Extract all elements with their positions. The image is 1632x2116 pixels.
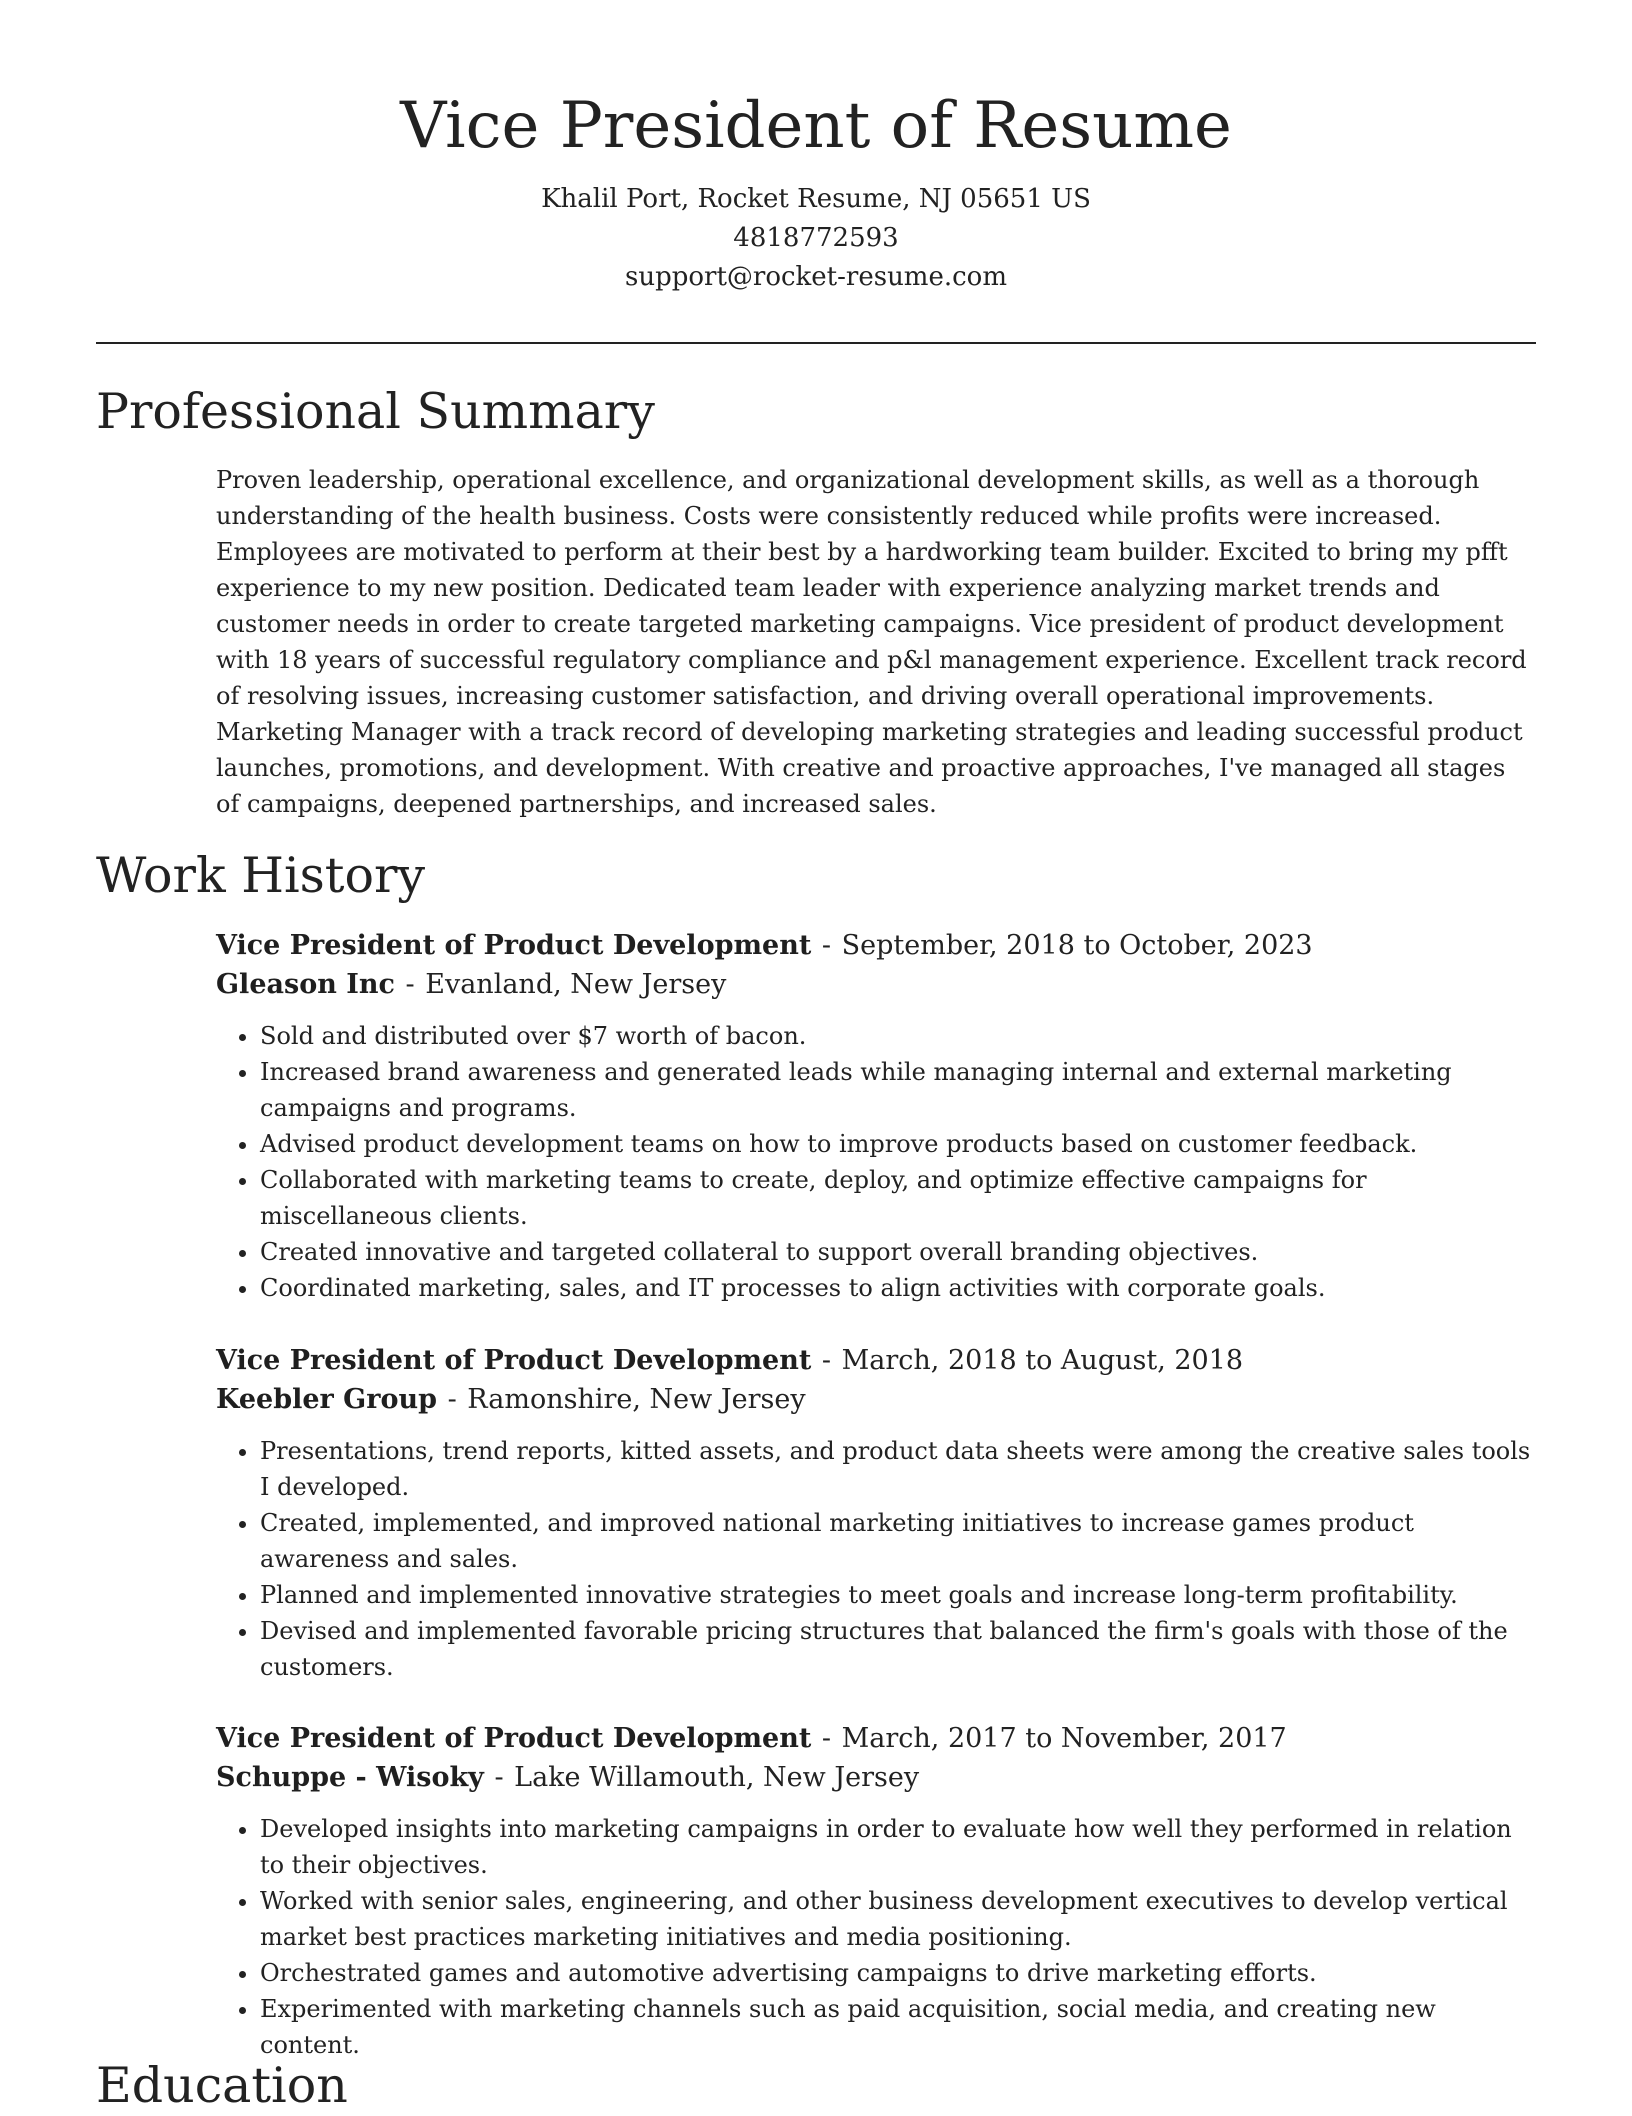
- job-entry-1: [216, 926, 1536, 1306]
- job-title-line: [216, 1719, 1536, 1758]
- separator: -: [494, 1762, 504, 1793]
- job-company-line: [216, 1758, 1536, 1797]
- job-bullet: • Created innovative and targeted collateral to support overall branding objectives.: [260, 1234, 1536, 1270]
- separator: -: [821, 930, 832, 961]
- contact-phone: 4818772593: [733, 223, 899, 253]
- work-history-heading: Work History: [96, 847, 426, 904]
- separator: -: [821, 1723, 832, 1754]
- job-company-line: [216, 965, 1536, 1004]
- job-bullet: • Devised and implemented favorable pricing structures that balanced the firm's goals with those of the customers.: [260, 1613, 1536, 1685]
- job-bullet: • Orchestrated games and automotive advertising campaigns to drive marketing efforts.: [260, 1955, 1536, 1991]
- job-bullet: • Sold and distributed over $7 worth of bacon.: [260, 1018, 1536, 1054]
- resume-name: Vice President of Resume: [400, 89, 1232, 163]
- job-dates: September, 2018 to October, 2023: [841, 930, 1313, 961]
- job-entry-2: [216, 1341, 1536, 1685]
- header-divider: [96, 342, 1536, 344]
- job-location: Lake Willamouth, New Jersey: [514, 1762, 920, 1793]
- summary-heading: Professional Summary: [96, 383, 655, 440]
- separator: -: [405, 969, 415, 1000]
- job-bullet: • Presentations, trend reports, kitted assets, and product data sheets were among the creative sales tools I developed.: [260, 1433, 1536, 1505]
- job-bullets: [216, 1811, 1536, 2063]
- resume-header: [96, 82, 1536, 297]
- job-bullet: • Experimented with marketing channels such as paid acquisition, social media, and creating new content.: [260, 1991, 1536, 2063]
- job-bullet: • Collaborated with marketing teams to create, deploy, and optimize effective campaigns for miscellaneous clients.: [260, 1162, 1536, 1234]
- job-company: Schuppe - Wisoky: [216, 1762, 484, 1793]
- job-bullets: [216, 1018, 1536, 1306]
- education-heading: Education: [96, 2057, 348, 2114]
- job-title-line: [216, 1341, 1536, 1380]
- contact-email: support@rocket-resume.com: [624, 262, 1007, 292]
- job-bullet: • Worked with senior sales, engineering, and other business development executives to develop vertical market best practices marketing initiatives and media positioning.: [260, 1883, 1536, 1955]
- job-entry-3: [216, 1719, 1536, 2063]
- job-bullet: • Increased brand awareness and generated leads while managing internal and external marketing campaigns and programs.: [260, 1054, 1536, 1126]
- job-bullet: • Created, implemented, and improved national marketing initiatives to increase games product awareness and sales.: [260, 1505, 1536, 1577]
- separator: -: [821, 1345, 832, 1376]
- job-role: Vice President of Product Development: [216, 1345, 812, 1376]
- job-bullets: [216, 1433, 1536, 1685]
- summary-text: Proven leadership, operational excellence, and organizational development skills, as well as a thorough understanding of the health business. Costs were consistently reduced while profits were increased. Employees are motivated to perform at their best by a hardworking team builder. Excited to bring my pfft experience to my new position. Dedicated team leader with experience analyzing market trends and customer needs in order to create targeted marketing campaigns. Vice president of product development with 18 years of successful regulatory compliance and p&l management experience. Excellent track record of resolving issues, increasing customer satisfaction, and driving overall operational improvements. Marketing Manager with a track record of developing marketing strategies and leading successful product launches, promotions, and development. With creative and proactive approaches, I've managed all stages of campaigns, deepened partnerships, and increased sales.: [216, 466, 1527, 818]
- job-title-line: [216, 926, 1536, 965]
- job-company-line: [216, 1380, 1536, 1419]
- job-dates: March, 2017 to November, 2017: [841, 1723, 1287, 1754]
- job-dates: March, 2018 to August, 2018: [841, 1345, 1244, 1376]
- job-role: Vice President of Product Development: [216, 930, 812, 961]
- job-company: Keebler Group: [216, 1384, 437, 1415]
- job-role: Vice President of Product Development: [216, 1723, 812, 1754]
- job-bullet: • Advised product development teams on how to improve products based on customer feedback.: [260, 1126, 1536, 1162]
- job-location: Evanland, New Jersey: [425, 969, 727, 1000]
- separator: -: [447, 1384, 457, 1415]
- contact-address: Khalil Port, Rocket Resume, NJ 05651 US: [541, 184, 1091, 214]
- job-company: Gleason Inc: [216, 969, 395, 1000]
- job-bullet: • Developed insights into marketing campaigns in order to evaluate how well they performed in relation to their objectives.: [260, 1811, 1536, 1883]
- job-bullet: • Coordinated marketing, sales, and IT processes to align activities with corporate goals.: [260, 1270, 1536, 1306]
- job-bullet: • Planned and implemented innovative strategies to meet goals and increase long-term profitability.: [260, 1577, 1536, 1613]
- job-location: Ramonshire, New Jersey: [467, 1384, 806, 1415]
